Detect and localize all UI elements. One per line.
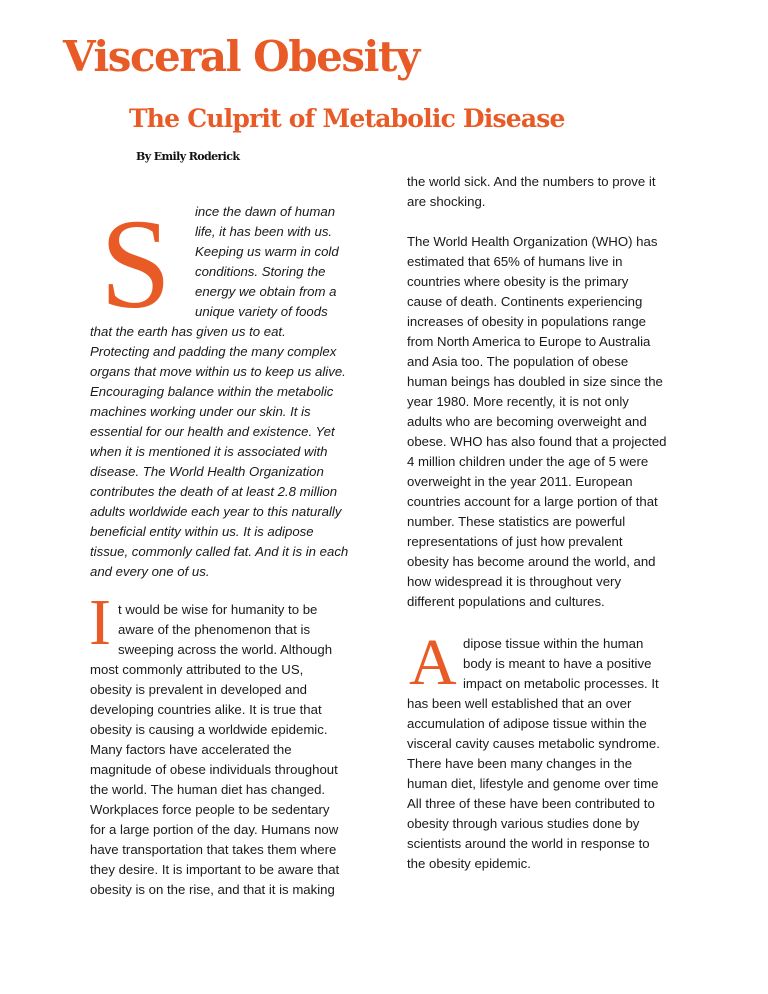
text-line: obesity through various studies done by [407,816,640,831]
text-line: human diet, lifestyle and genome over time [407,776,659,791]
text-line: beneficial entity within us. It is adipose [90,524,314,539]
text-line: estimated that 65% of humans live in [407,254,623,269]
text-line: obesity is prevalent in developed and [90,682,308,697]
text-line: human beings has doubled in size since the [407,374,663,389]
text-line: obesity is on the rise, and that it is making [90,882,335,897]
text-line: machines working under our skin. It is [90,404,311,419]
text-line: obesity has become around the world, and [407,554,656,569]
drop-cap: A [409,626,457,699]
text-line: contributes the death of at least 2.8 million [90,484,338,499]
text-line: and every one of us. [90,564,210,579]
article-title: Visceral Obesity [63,32,419,81]
text-line: and Asia too. The population of obese [407,354,629,369]
text-line: unique variety of foods [195,304,328,319]
text-line: from North America to Europe to Australia [407,334,651,349]
text-line: have transportation that takes them where [90,842,337,857]
text-line: for a large portion of the day. Humans now [90,822,339,837]
text-line: The World Health Organization (WHO) has [407,234,658,249]
text-line: countries where obesity is the primary [407,274,629,289]
text-line: year 1980. More recently, it is not only [407,394,629,409]
text-line: countries account for a large portion of that [407,494,658,509]
drop-cap: I [89,586,111,659]
text-line: Keeping us warm in cold [195,244,339,259]
text-line: most commonly attributed to the US, [90,662,304,677]
text-line: has been well established that an over [407,696,632,711]
text-line: cause of death. Continents experiencing [407,294,643,309]
text-line: are shocking. [407,194,486,209]
text-line: that the earth has given us to eat. [90,324,286,339]
text-line: they desire. It is important to be aware that [90,862,340,877]
text-line: obese. WHO has also found that a projected [407,434,667,449]
text-line: conditions. Storing the [195,264,326,279]
text-line: adults worldwide each year to this naturally [90,504,342,519]
text-line: ince the dawn of human [195,204,336,219]
text-line: life, it has been with us. [195,224,333,239]
text-line: aware of the phenomenon that is [118,622,311,637]
text-line: organs that move within us to keep us alive. [90,364,346,379]
text-line: impact on metabolic processes. It [463,676,659,691]
text-line: the world sick. And the numbers to prove it [407,174,656,189]
text-line: obesity is causing a worldwide epidemic. [90,722,328,737]
text-line: visceral cavity causes metabolic syndrome. [407,736,660,751]
text-line: t would be wise for humanity to be [118,602,318,617]
text-line: increases of obesity in populations range [407,314,646,329]
text-line: essential for our health and existence. Yet [90,424,335,439]
text-line: There have been many changes in the [407,756,633,771]
text-line: different populations and cultures. [407,594,605,609]
text-line: All three of these have been contributed to [407,796,655,811]
text-line: when it is mentioned it is associated with [90,444,328,459]
text-line: dipose tissue within the human [463,636,644,651]
text-line: the obesity epidemic. [407,856,531,871]
text-line: 4 million children under the age of 5 were [407,454,649,469]
article-subtitle: The Culprit of Metabolic Disease [129,104,565,133]
text-line: Encouraging balance within the metabolic [90,384,334,399]
text-line: accumulation of adipose tissue within the [407,716,647,731]
text-line: developing countries alike. It is true that [90,702,322,717]
byline: By Emily Roderick [136,150,240,163]
text-line: how widespread it is throughout very [407,574,622,589]
text-line: sweeping across the world. Although [118,642,333,657]
text-line: energy we obtain from a [195,284,337,299]
text-line: number. These statistics are powerful [407,514,626,529]
text-line: body is meant to have a positive [463,656,652,671]
text-line: the world. The human diet has changed. [90,782,326,797]
text-line: representations of just how prevalent [407,534,623,549]
text-line: Workplaces force people to be sedentary [90,802,330,817]
text-line: overweight in the year 2011. European [407,474,633,489]
text-line: Many factors have accelerated the [90,742,292,757]
text-line: Protecting and padding the many complex [90,344,337,359]
text-line: disease. The World Health Organization [90,464,324,479]
text-line: adults who are becoming overweight and [407,414,647,429]
text-line: magnitude of obese individuals throughout [90,762,338,777]
text-line: tissue, commonly called fat. And it is in each [90,544,349,559]
drop-cap: S [100,193,172,335]
text-line: scientists around the world in response to [407,836,650,851]
